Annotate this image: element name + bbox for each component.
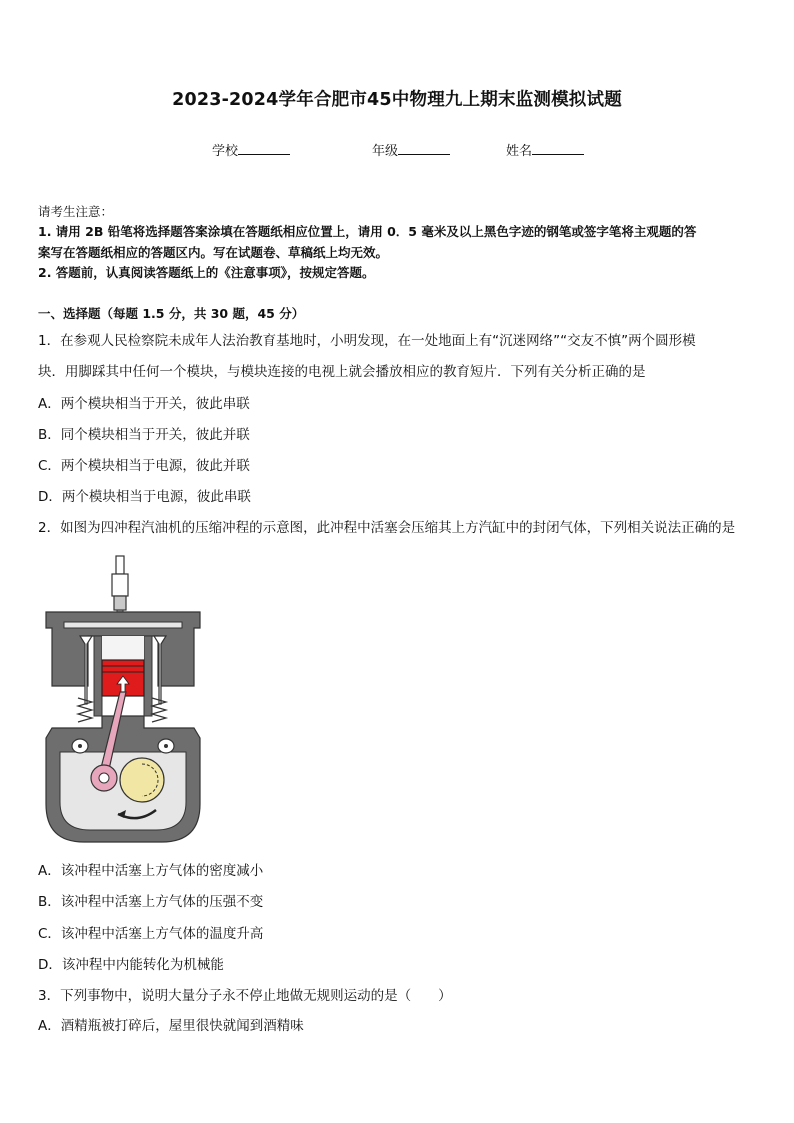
- grade-blank[interactable]: [398, 142, 450, 155]
- q2-option-d[interactable]: D．该冲程中内能转化为机械能: [38, 957, 224, 973]
- name-field[interactable]: [506, 140, 584, 159]
- q1-stem-line-1: 1．在参观人民检察院未成年人法治教育基地时，小明发现，在一处地面上有“沉迷网络”“交友不慎”两个圆形模: [38, 333, 696, 349]
- q2-option-b[interactable]: B．该冲程中活塞上方气体的压强不变: [38, 894, 264, 910]
- school-label: 学校: [212, 144, 239, 159]
- q3-stem: 3．下列事物中，说明大量分子永不停止地做无规则运动的是（ ）: [38, 988, 452, 1004]
- grade-field[interactable]: [372, 140, 450, 159]
- q2-option-c[interactable]: C．该冲程中活塞上方气体的温度升高: [38, 926, 264, 942]
- q1-stem-line-2: 块．用脚踩其中任何一个模块，与模块连接的电视上就会播放相应的教育短片．下列有关分析正确的是: [38, 364, 646, 380]
- q1-option-d[interactable]: D．两个模块相当于电源，彼此串联: [38, 489, 251, 505]
- q3-option-a[interactable]: A．酒精瓶被打碎后，屋里很快就闻到酒精味: [38, 1018, 304, 1034]
- notice-item-1-line-2: 案写在答题纸相应的答题区内。写在试题卷、草稿纸上均无效。: [38, 245, 389, 260]
- q2-option-a[interactable]: A．该冲程中活塞上方气体的密度减小: [38, 863, 264, 879]
- q1-option-b[interactable]: B．同个模块相当于开关，彼此并联: [38, 427, 250, 443]
- q2-stem: 2．如图为四冲程汽油机的压缩冲程的示意图，此冲程中活塞会压缩其上方汽缸中的封闭气体，下列相关说法正确的是: [38, 520, 736, 536]
- notice-item-2: 2. 答题前，认真阅读答题纸上的《注意事项》，按规定答题。: [38, 265, 375, 280]
- name-label: 姓名: [506, 144, 533, 159]
- school-field[interactable]: [212, 140, 290, 159]
- engine-compression-stroke-diagram: [38, 552, 208, 846]
- school-blank[interactable]: [238, 142, 290, 155]
- q1-option-c[interactable]: C．两个模块相当于电源，彼此并联: [38, 458, 250, 474]
- notice-item-1-line-1: 1. 请用 2B 铅笔将选择题答案涂填在答题纸相应位置上，请用 0．5 毫米及以上黑色字迹的钢笔或签字笔将主观题的答: [38, 224, 697, 239]
- section-1-heading: 一、选择题（每题 1.5 分，共 30 题，45 分）: [38, 306, 305, 321]
- notice-heading: 请考生注意：: [38, 204, 114, 219]
- q1-option-a[interactable]: A．两个模块相当于开关，彼此串联: [38, 396, 250, 412]
- grade-label: 年级: [372, 144, 399, 159]
- page-title: 2023-2024学年合肥市45中物理九上期末监测模拟试题: [172, 90, 622, 110]
- student-info-row: [0, 140, 794, 162]
- name-blank[interactable]: [532, 142, 584, 155]
